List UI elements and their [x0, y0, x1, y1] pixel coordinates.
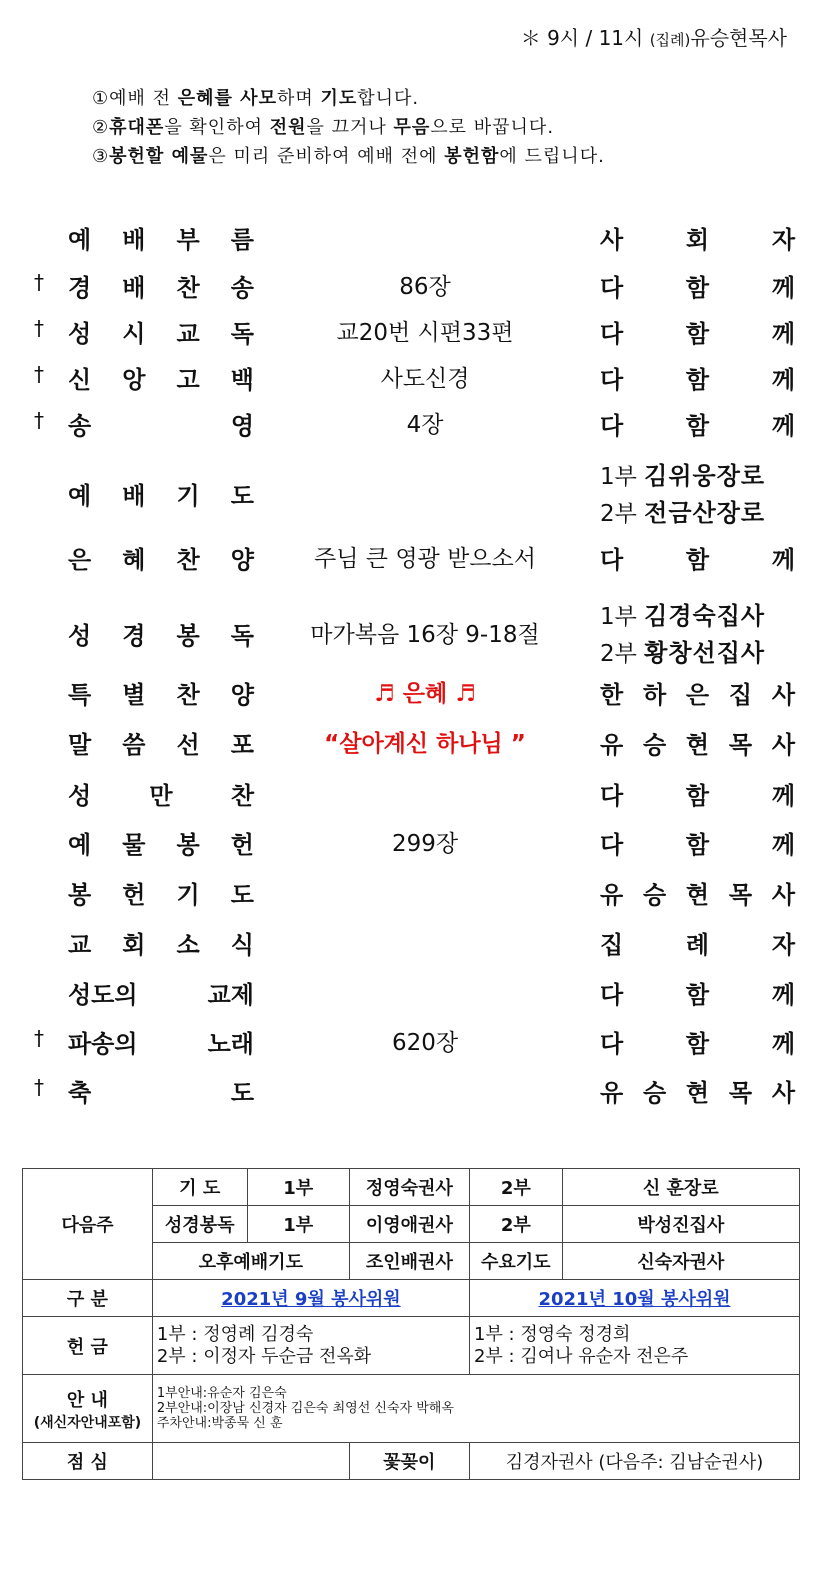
- order-leader: [600, 220, 795, 255]
- order-item-char: 찬: [176, 681, 200, 709]
- prayer-s1: 1부: [247, 1169, 349, 1206]
- leader-char: 사: [771, 731, 795, 759]
- order-item-char: 축: [68, 1079, 92, 1107]
- reading-s2: 2부: [470, 1206, 563, 1243]
- order-item: [68, 476, 254, 511]
- order-item-char: 봉: [176, 831, 200, 859]
- leader-char: 승: [642, 731, 667, 759]
- worship-rules: [92, 84, 605, 171]
- order-item-char: 특: [68, 681, 92, 709]
- leader-char: 다: [600, 831, 624, 859]
- order-item-char: 배: [122, 482, 146, 510]
- leader-char: 께: [771, 546, 795, 574]
- order-detail: “살아계신 하나님 ”: [324, 731, 526, 757]
- order-leader: [600, 725, 795, 760]
- rule-text: 하며: [276, 88, 321, 109]
- leader-char: 승: [642, 881, 667, 909]
- leader-char: 함: [685, 981, 710, 1009]
- order-leaders: [600, 598, 800, 672]
- order-item-char: 성: [68, 782, 92, 810]
- rule-line: [92, 113, 605, 142]
- order-item: [68, 268, 254, 303]
- service-header: [521, 22, 787, 51]
- reading-n2: 박성진집사: [562, 1206, 799, 1243]
- order-item-char: 경: [68, 274, 92, 302]
- leader-char: 목: [728, 1079, 753, 1107]
- leader-char: 께: [771, 320, 795, 348]
- order-item-char: 백: [230, 366, 254, 394]
- leader-char: 현: [685, 731, 710, 759]
- leader-char: 유: [600, 731, 624, 759]
- committee-oct-link[interactable]: 2021년 10월 봉사위원: [538, 1289, 731, 1310]
- rule-emphasis: 기도: [320, 88, 358, 109]
- leader-char: 하: [642, 681, 667, 709]
- order-leader: [600, 1024, 795, 1059]
- order-item-char: 교: [68, 931, 92, 959]
- order-item-char: 봉: [176, 622, 200, 650]
- committee-label: 구 분: [23, 1280, 153, 1317]
- leader-char: 다: [600, 320, 624, 348]
- order-item: [68, 360, 254, 395]
- order-item: [68, 776, 254, 811]
- leader-char: 께: [771, 412, 795, 440]
- wed-n2: 신숙자권사: [562, 1243, 799, 1280]
- leader-char: 께: [771, 366, 795, 394]
- service-leader: 유승현목사: [690, 26, 787, 50]
- leader-part: 1부: [600, 604, 645, 630]
- offering-sep-line: 2부 : 이정자 두순금 전옥화: [156, 1345, 372, 1367]
- leader-name: 김경숙집사: [644, 602, 766, 630]
- order-leader: [600, 360, 795, 395]
- leader-char: 께: [771, 782, 795, 810]
- order-item-char: 경: [122, 622, 146, 650]
- cross-mark: †: [34, 1075, 44, 1099]
- order-item-char: 헌: [230, 831, 254, 859]
- rule-text: 에 드립니다.: [499, 146, 605, 167]
- order-item-char: 송: [230, 274, 254, 302]
- order-leader: [600, 875, 795, 910]
- order-item-char: 배: [122, 274, 146, 302]
- rule-emphasis: 봉헌함: [444, 146, 500, 167]
- order-item-char: 양: [230, 681, 254, 709]
- order-item-char: 양: [230, 546, 254, 574]
- guide-label: 안 내: [66, 1389, 108, 1411]
- order-leader: [600, 540, 795, 575]
- rule-text: 으로 바꿉니다.: [430, 117, 555, 138]
- order-leader: [600, 314, 795, 349]
- order-item-char: 시: [122, 320, 146, 348]
- leader-char: 함: [685, 782, 710, 810]
- leader-char: 현: [685, 1079, 710, 1107]
- order-item-char: 기: [176, 482, 200, 510]
- prayer-label: 기 도: [152, 1169, 247, 1206]
- order-item-char: 신: [68, 366, 92, 394]
- lunch-value: [152, 1443, 349, 1480]
- rule-text: 을 끄거나: [306, 117, 394, 138]
- order-item-char: 도: [230, 1079, 254, 1107]
- order-item-char: 송: [68, 412, 92, 440]
- order-leader: [600, 1073, 795, 1108]
- leader-char: 다: [600, 366, 624, 394]
- order-item-char: 소: [176, 931, 200, 959]
- order-item: [68, 875, 254, 910]
- pm-label: 오후예배기도: [152, 1243, 349, 1280]
- order-item-char: 부: [176, 226, 200, 254]
- order-item: [68, 825, 254, 860]
- order-item-char: 씀: [122, 731, 146, 759]
- order-item-char: 별: [122, 681, 146, 709]
- leader-char: 사: [771, 1079, 795, 1107]
- order-item-char: 름: [230, 226, 254, 254]
- order-item: [68, 406, 254, 441]
- order-item-char: 배: [122, 226, 146, 254]
- leader-char: 은: [685, 681, 710, 709]
- rule-line: [92, 84, 605, 113]
- order-leader: [600, 675, 795, 710]
- order-item-char: 찬: [176, 274, 200, 302]
- order-item-char: 회: [122, 931, 146, 959]
- order-item: [68, 725, 254, 760]
- leader-char: 함: [685, 366, 710, 394]
- order-item-char: 선: [176, 731, 200, 759]
- leader-char: 다: [600, 412, 624, 440]
- order-leader: [600, 268, 795, 303]
- order-item-char: 성: [68, 320, 92, 348]
- order-detail: 620장: [391, 1030, 459, 1056]
- leader-char: 다: [600, 1030, 624, 1058]
- leader-char: 다: [600, 782, 624, 810]
- order-item-char: 만: [149, 782, 173, 810]
- order-leader: [600, 406, 795, 441]
- order-detail: 299장: [391, 831, 459, 857]
- leader-name: 황창선집사: [644, 639, 766, 667]
- order-item-char: 봉: [68, 881, 92, 909]
- leader-char: 집: [600, 931, 624, 959]
- order-leader: [600, 975, 795, 1010]
- order-item: [68, 314, 254, 349]
- leader-name: 전금산장로: [644, 499, 766, 527]
- order-detail: 사도신경: [380, 366, 470, 392]
- rule-text: ②: [92, 117, 110, 138]
- leader-char: 께: [771, 1030, 795, 1058]
- info-table: [22, 1168, 800, 1480]
- order-item-char: 예: [68, 831, 92, 859]
- leader-line: [600, 635, 800, 672]
- order-item-char: 헌: [122, 881, 146, 909]
- order-item-char: 포: [230, 731, 254, 759]
- order-item: [68, 925, 254, 960]
- leader-char: 함: [685, 412, 710, 440]
- offering-oct-line: 2부 : 김여나 유순자 전은주: [474, 1345, 689, 1367]
- leader-char: 집: [728, 681, 753, 709]
- leader-char: 사: [771, 881, 795, 909]
- cross-mark: †: [34, 408, 44, 432]
- order-leader: [600, 925, 795, 960]
- order-item-char: 독: [230, 622, 254, 650]
- service-role: (집례): [649, 31, 691, 49]
- leader-char: 현: [685, 881, 710, 909]
- leader-char: 함: [685, 546, 710, 574]
- order-item-char: 말: [68, 731, 92, 759]
- order-item-char: 기: [176, 881, 200, 909]
- order-item: [68, 616, 254, 651]
- order-item-char: 예: [68, 226, 92, 254]
- order-item-char: 찬: [176, 546, 200, 574]
- order-detail: ♬ 은혜 ♬: [374, 681, 476, 707]
- offering-label: 헌 금: [23, 1317, 153, 1375]
- order-item-char: 도: [230, 881, 254, 909]
- order-detail: 4장: [406, 412, 444, 438]
- leader-char: 함: [685, 274, 710, 302]
- guide-label-cell: [23, 1375, 153, 1443]
- lunch-label: 점 심: [23, 1443, 153, 1480]
- order-item-char: 물: [122, 831, 146, 859]
- leader-char: 한: [600, 681, 624, 709]
- leader-part: 1부: [600, 464, 645, 490]
- flower-label: 꽃꽂이: [349, 1443, 469, 1480]
- leader-char: 자: [771, 226, 795, 254]
- leader-char: 유: [600, 881, 624, 909]
- order-item-char: 찬: [230, 782, 254, 810]
- order-item: [68, 1073, 254, 1108]
- offering-oct: [470, 1317, 800, 1375]
- reading-label: 성경봉독: [152, 1206, 247, 1243]
- leader-part: 2부: [600, 641, 645, 667]
- order-item-char: 도: [230, 482, 254, 510]
- leader-char: 께: [771, 981, 795, 1009]
- leader-char: 사: [600, 226, 624, 254]
- cross-mark: †: [34, 270, 44, 294]
- leader-char: 자: [771, 931, 795, 959]
- order-item: [68, 540, 254, 575]
- leader-char: 다: [600, 274, 624, 302]
- offering-sep-line: 1부 : 정영례 김경숙: [156, 1323, 314, 1345]
- service-time: ＊ 9시 / 11시: [520, 26, 644, 50]
- rule-emphasis: 휴대폰: [109, 117, 165, 138]
- order-leader: [600, 825, 795, 860]
- leader-name: 김위웅장로: [644, 462, 766, 490]
- order-item-char: 노래: [207, 1030, 254, 1058]
- rule-text: 합니다.: [357, 88, 420, 109]
- leader-char: 사: [771, 681, 795, 709]
- order-item-char: 교제: [207, 981, 254, 1009]
- offering-sep: [152, 1317, 469, 1375]
- leader-char: 함: [685, 320, 710, 348]
- leader-char: 유: [600, 1079, 624, 1107]
- order-detail: 교20번 시편33편: [336, 320, 514, 346]
- order-item-char: 성도의: [68, 981, 138, 1009]
- order-item-char: 앙: [122, 366, 146, 394]
- rule-text: ①예배 전: [92, 88, 178, 109]
- leader-char: 다: [600, 981, 624, 1009]
- order-item-char: 교: [176, 320, 200, 348]
- order-item-char: 파송의: [68, 1030, 138, 1058]
- reading-n1: 이영애권사: [349, 1206, 469, 1243]
- leader-char: 함: [685, 1030, 710, 1058]
- rule-text: 을 확인하여: [164, 117, 270, 138]
- order-item: [68, 1024, 254, 1059]
- leader-char: 다: [600, 546, 624, 574]
- order-detail: 마가복음 16장 9-18절: [310, 622, 540, 648]
- order-leaders: [600, 458, 800, 532]
- cross-mark: †: [34, 362, 44, 386]
- order-item-char: 독: [230, 320, 254, 348]
- order-item-char: 영: [230, 412, 254, 440]
- next-week-label: 다음주: [23, 1169, 153, 1280]
- leader-char: 함: [685, 831, 710, 859]
- guide-line: 주차안내:박종묵 신 훈: [156, 1416, 283, 1431]
- leader-part: 2부: [600, 501, 645, 527]
- rule-emphasis: 은혜를 사모: [177, 88, 277, 109]
- order-leader: [600, 776, 795, 811]
- leader-line: [600, 458, 800, 495]
- order-item-char: 예: [68, 482, 92, 510]
- flower-value: 김경자권사 (다음주: 김남순권사): [470, 1443, 800, 1480]
- leader-line: [600, 495, 800, 532]
- leader-char: 례: [685, 931, 710, 959]
- order-item-char: 식: [230, 931, 254, 959]
- rule-emphasis: 봉헌할 예물: [109, 146, 209, 167]
- rule-emphasis: 전원: [269, 117, 307, 138]
- prayer-s2: 2부: [470, 1169, 563, 1206]
- guide-sub-label: (새신자안내포함): [33, 1414, 142, 1431]
- order-item: [68, 675, 254, 710]
- rule-text: ③: [92, 146, 110, 167]
- order-item: [68, 220, 254, 255]
- guide-line: 1부안내:유순자 김은숙: [156, 1386, 287, 1401]
- order-item-char: 은: [68, 546, 92, 574]
- rule-text: 은 미리 준비하여 예배 전에: [208, 146, 445, 167]
- order-detail: 86장: [399, 274, 451, 300]
- offering-oct-line: 1부 : 정영숙 정경희: [474, 1323, 631, 1345]
- rule-line: [92, 142, 605, 171]
- leader-char: 승: [642, 1079, 667, 1107]
- guide-line: 2부안내:이장남 신경자 김은숙 최영선 신숙자 박해옥: [156, 1401, 454, 1416]
- order-detail: 주님 큰 영광 받으소서: [314, 546, 536, 572]
- leader-char: 목: [728, 731, 753, 759]
- order-item-char: 성: [68, 622, 92, 650]
- prayer-n1: 정영숙권사: [349, 1169, 469, 1206]
- prayer-n2: 신 훈장로: [562, 1169, 799, 1206]
- wed-label: 수요기도: [470, 1243, 563, 1280]
- leader-char: 회: [685, 226, 710, 254]
- cross-mark: †: [34, 316, 44, 340]
- reading-s1: 1부: [247, 1206, 349, 1243]
- leader-char: 께: [771, 831, 795, 859]
- order-item: [68, 975, 254, 1010]
- leader-char: 께: [771, 274, 795, 302]
- cross-mark: †: [34, 1026, 44, 1050]
- committee-sep-link[interactable]: 2021년 9월 봉사위원: [221, 1289, 401, 1310]
- leader-char: 목: [728, 881, 753, 909]
- guide-lines: [152, 1375, 799, 1443]
- pm-n1: 조인배권사: [349, 1243, 469, 1280]
- order-item-char: 혜: [122, 546, 146, 574]
- leader-line: [600, 598, 800, 635]
- order-item-char: 고: [176, 366, 200, 394]
- rule-emphasis: 무음: [393, 117, 431, 138]
